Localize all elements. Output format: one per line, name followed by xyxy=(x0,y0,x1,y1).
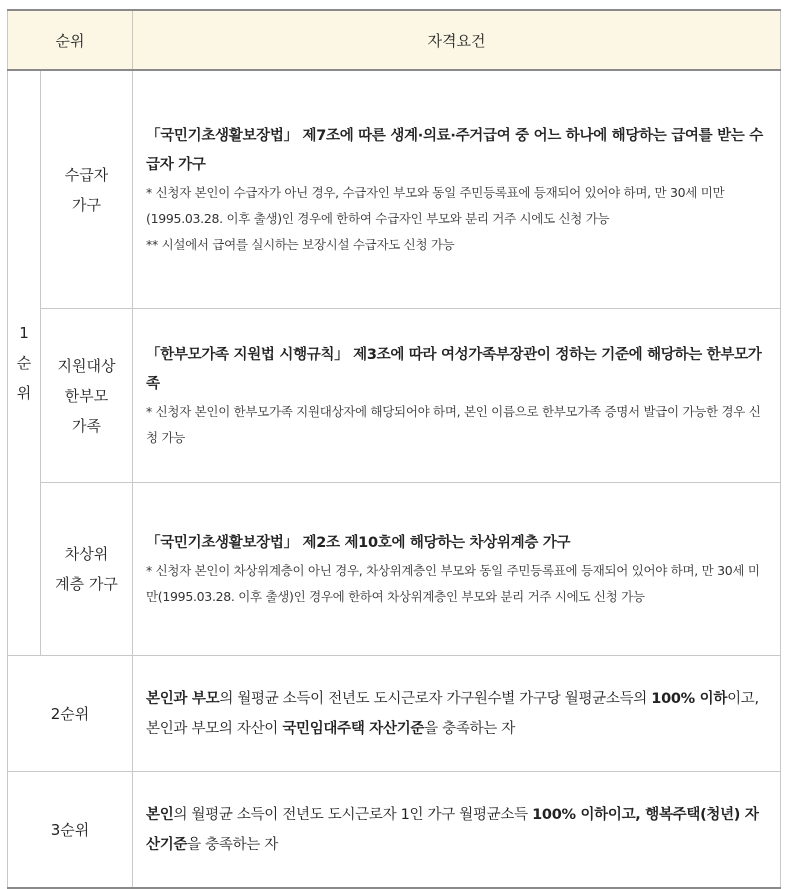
rank1-single-parent-requirement xyxy=(133,309,781,483)
requirement-note: * 신청자 본인이 수급자가 아닌 경우, 수급자인 부모와 동일 주민등록표에 등재되어 있어야 하며, 만 30세 미만(1995.03.28. 이후 출생)인 경우에 한하여 수급자인 부모와 분리 거주 시에도 신청 가능 xyxy=(146,184,725,226)
rank1-label: 1 순 위 xyxy=(8,70,41,656)
rank1-near-poverty-requirement xyxy=(133,483,781,656)
rank1-sub-near-poverty: 차상위 계층 가구 xyxy=(41,483,133,656)
requirement-main: 「국민기초생활보장법」 제7조에 따른 생계·의료·주거급여 중 어느 하나에 해당하는 급여를 받는 수급자 가구 xyxy=(146,127,763,173)
header-rank: 순위 xyxy=(8,10,133,70)
eligibility-table xyxy=(7,9,781,889)
requirement-main: 「한부모가족 지원법 시행규칙」 제3조에 따라 여성가족부장관이 정하는 기준에 해당하는 한부모가족 xyxy=(146,346,762,392)
rank2-label: 2순위 xyxy=(8,656,133,772)
table-row xyxy=(8,309,781,483)
rank3-label: 3순위 xyxy=(8,772,133,889)
requirement-note: ** 시설에서 급여를 실시하는 보장시설 수급자도 신청 가능 xyxy=(146,236,455,252)
rank2-requirement: 본인과 부모의 월평균 소득이 전년도 도시근로자 가구원수별 가구당 월평균소득의 100% 이하이고, 본인과 부모의 자산이 국민임대주택 자산기준을 충족하는 자 xyxy=(133,656,781,772)
table-row xyxy=(8,70,781,309)
table-header-row xyxy=(8,10,781,70)
requirement-note: * 신청자 본인이 차상위계층이 아닌 경우, 차상위계층인 부모와 동일 주민등록표에 등재되어 있어야 하며, 만 30세 미만(1995.03.28. 이후 출생)인 경우에 한하여 차상위계층인 부모와 분리 거주 시에도 신청 가능 xyxy=(146,562,760,604)
rank1-recipient-requirement xyxy=(133,70,781,309)
requirement-main: 「국민기초생활보장법」 제2조 제10호에 해당하는 차상위계층 가구 xyxy=(146,534,571,551)
table-row xyxy=(8,483,781,656)
table-row xyxy=(8,772,781,889)
rank1-sub-single-parent: 지원대상 한부모 가족 xyxy=(41,309,133,483)
rank1-sub-recipient: 수급자 가구 xyxy=(41,70,133,309)
requirement-note: * 신청자 본인이 한부모가족 지원대상자에 해당되어야 하며, 본인 이름으로 한부모가족 증명서 발급이 가능한 경우 신청 가능 xyxy=(146,403,761,445)
header-requirements: 자격요건 xyxy=(133,10,781,70)
rank3-requirement: 본인의 월평균 소득이 전년도 도시근로자 1인 가구 월평균소득 100% 이하이고, 행복주택(청년) 자산기준을 충족하는 자 xyxy=(133,772,781,889)
table-row xyxy=(8,656,781,772)
